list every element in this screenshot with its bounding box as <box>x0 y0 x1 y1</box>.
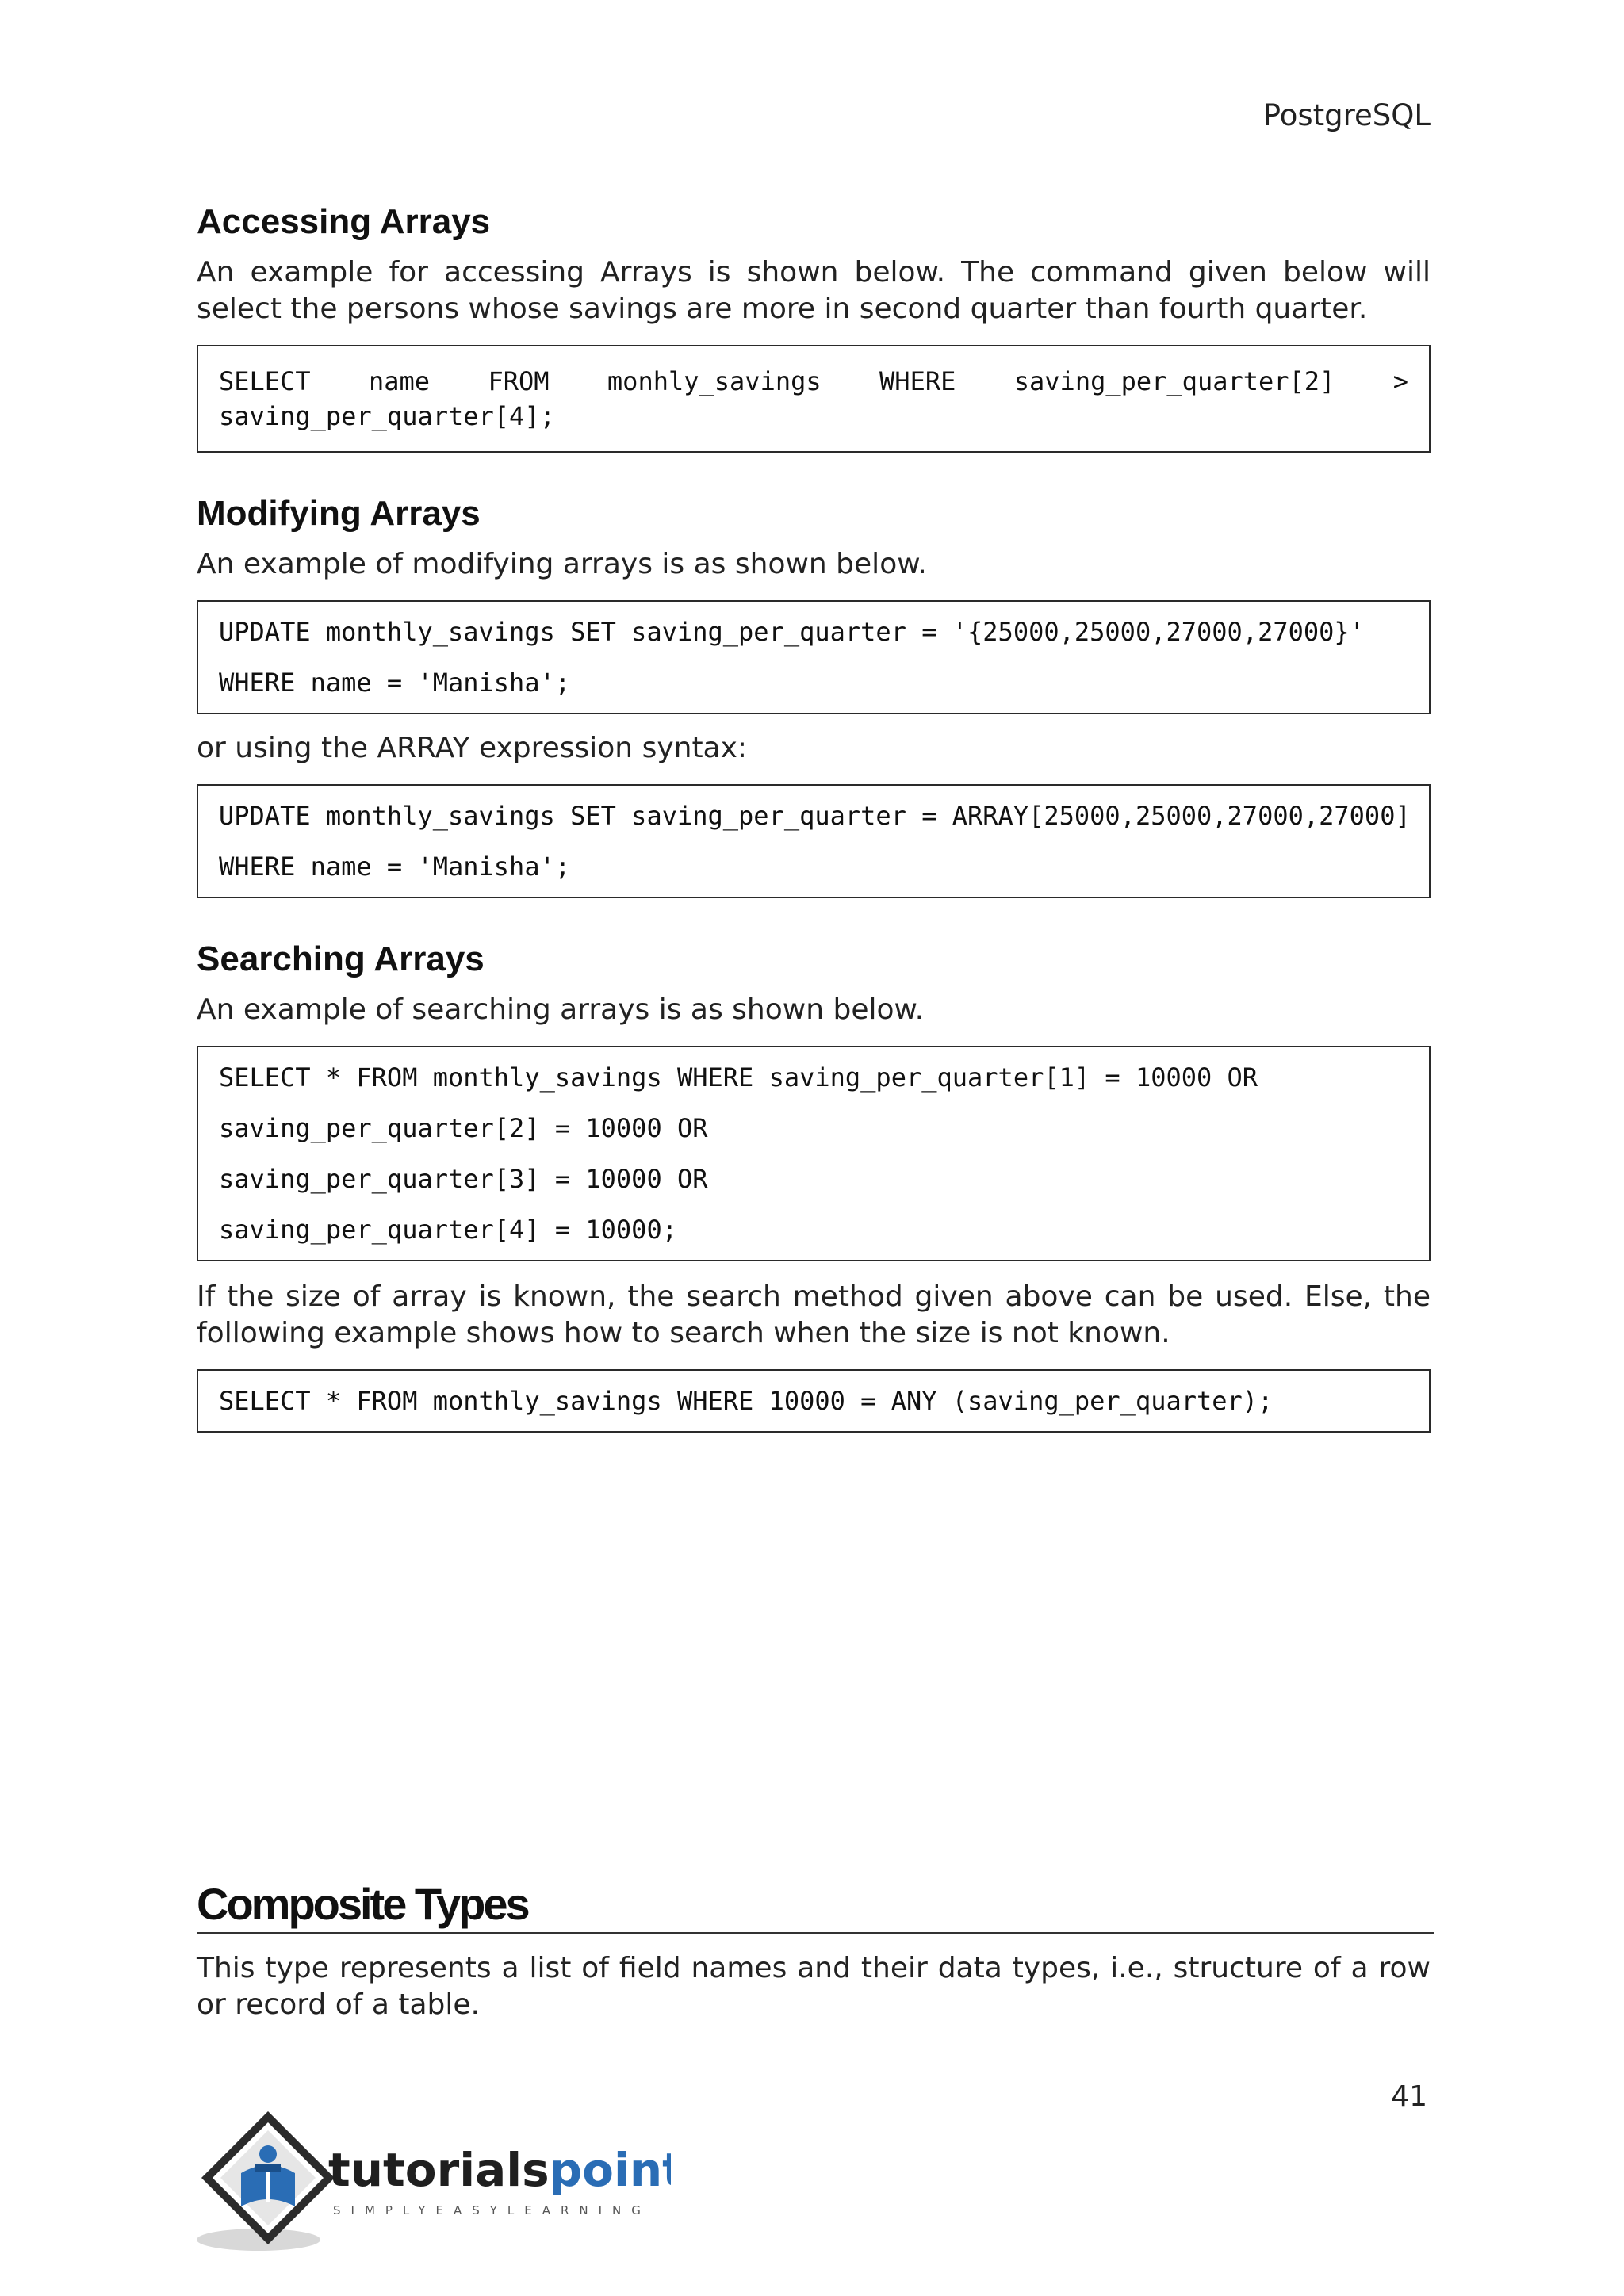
logo-wordmark: tutorialspoint <box>328 2143 671 2197</box>
tutorialspoint-logo-icon <box>195 2105 671 2256</box>
searching-arrays-followup: If the size of array is known, the search method given above can be used. Else, the following example shows how to search when the size is not known. <box>197 1280 1431 1349</box>
code-block-searching-any <box>197 1369 1431 1433</box>
code-block-accessing <box>197 345 1431 453</box>
tutorialspoint-logo <box>195 2105 671 2256</box>
heading-accessing-arrays: Accessing Arrays <box>197 202 491 241</box>
modifying-arrays-intro: An example of modifying arrays is as shown below. <box>197 548 927 580</box>
code-line: SELECT name FROM monhly_savings WHERE saving_per_quarter[2] > <box>219 366 1408 396</box>
code-block-modifying <box>197 600 1431 714</box>
code-block-searching <box>197 1046 1431 1261</box>
accessing-arrays-intro: An example for accessing Arrays is shown below. The command given below will select the persons whose savings are more in second quarter than fourth quarter. <box>197 256 1431 325</box>
code-line: saving_per_quarter[3] = 10000 OR <box>219 1164 708 1194</box>
code-line: saving_per_quarter[2] = 10000 OR <box>219 1113 708 1143</box>
code-line: saving_per_quarter[4] = 10000; <box>219 1215 677 1245</box>
running-header: PostgreSQL <box>1262 98 1431 132</box>
composite-types-text: This type represents a list of field names and their data types, i.e., structure of a row or record of a table. <box>197 1952 1431 2021</box>
code-line: SELECT * FROM monthly_savings WHERE saving_per_quarter[1] = 10000 OR <box>219 1062 1258 1093</box>
code-line: saving_per_quarter[4]; <box>219 401 555 431</box>
logo-tagline: SIMPLYEASYLEARNING <box>333 2203 651 2218</box>
heading-searching-arrays: Searching Arrays <box>197 939 485 978</box>
code-line: WHERE name = 'Manisha'; <box>219 851 571 882</box>
page-number: 41 <box>1391 2080 1427 2113</box>
heading-composite-types: Composite Types <box>197 1877 1434 1934</box>
code-line: UPDATE monthly_savings SET saving_per_quarter = ARRAY[25000,25000,27000,27000] <box>219 801 1411 831</box>
code-line: UPDATE monthly_savings SET saving_per_quarter = '{25000,25000,27000,27000}' <box>219 617 1365 647</box>
code-line: SELECT * FROM monthly_savings WHERE 10000 = ANY (saving_per_quarter); <box>219 1386 1274 1416</box>
code-line: WHERE name = 'Manisha'; <box>219 668 571 698</box>
code-block-modifying-array <box>197 784 1431 898</box>
main-content <box>197 202 1431 1433</box>
heading-modifying-arrays: Modifying Arrays <box>197 494 481 533</box>
searching-arrays-intro: An example of searching arrays is as shown below. <box>197 993 925 1026</box>
modifying-arrays-followup: or using the ARRAY expression syntax: <box>197 732 748 764</box>
